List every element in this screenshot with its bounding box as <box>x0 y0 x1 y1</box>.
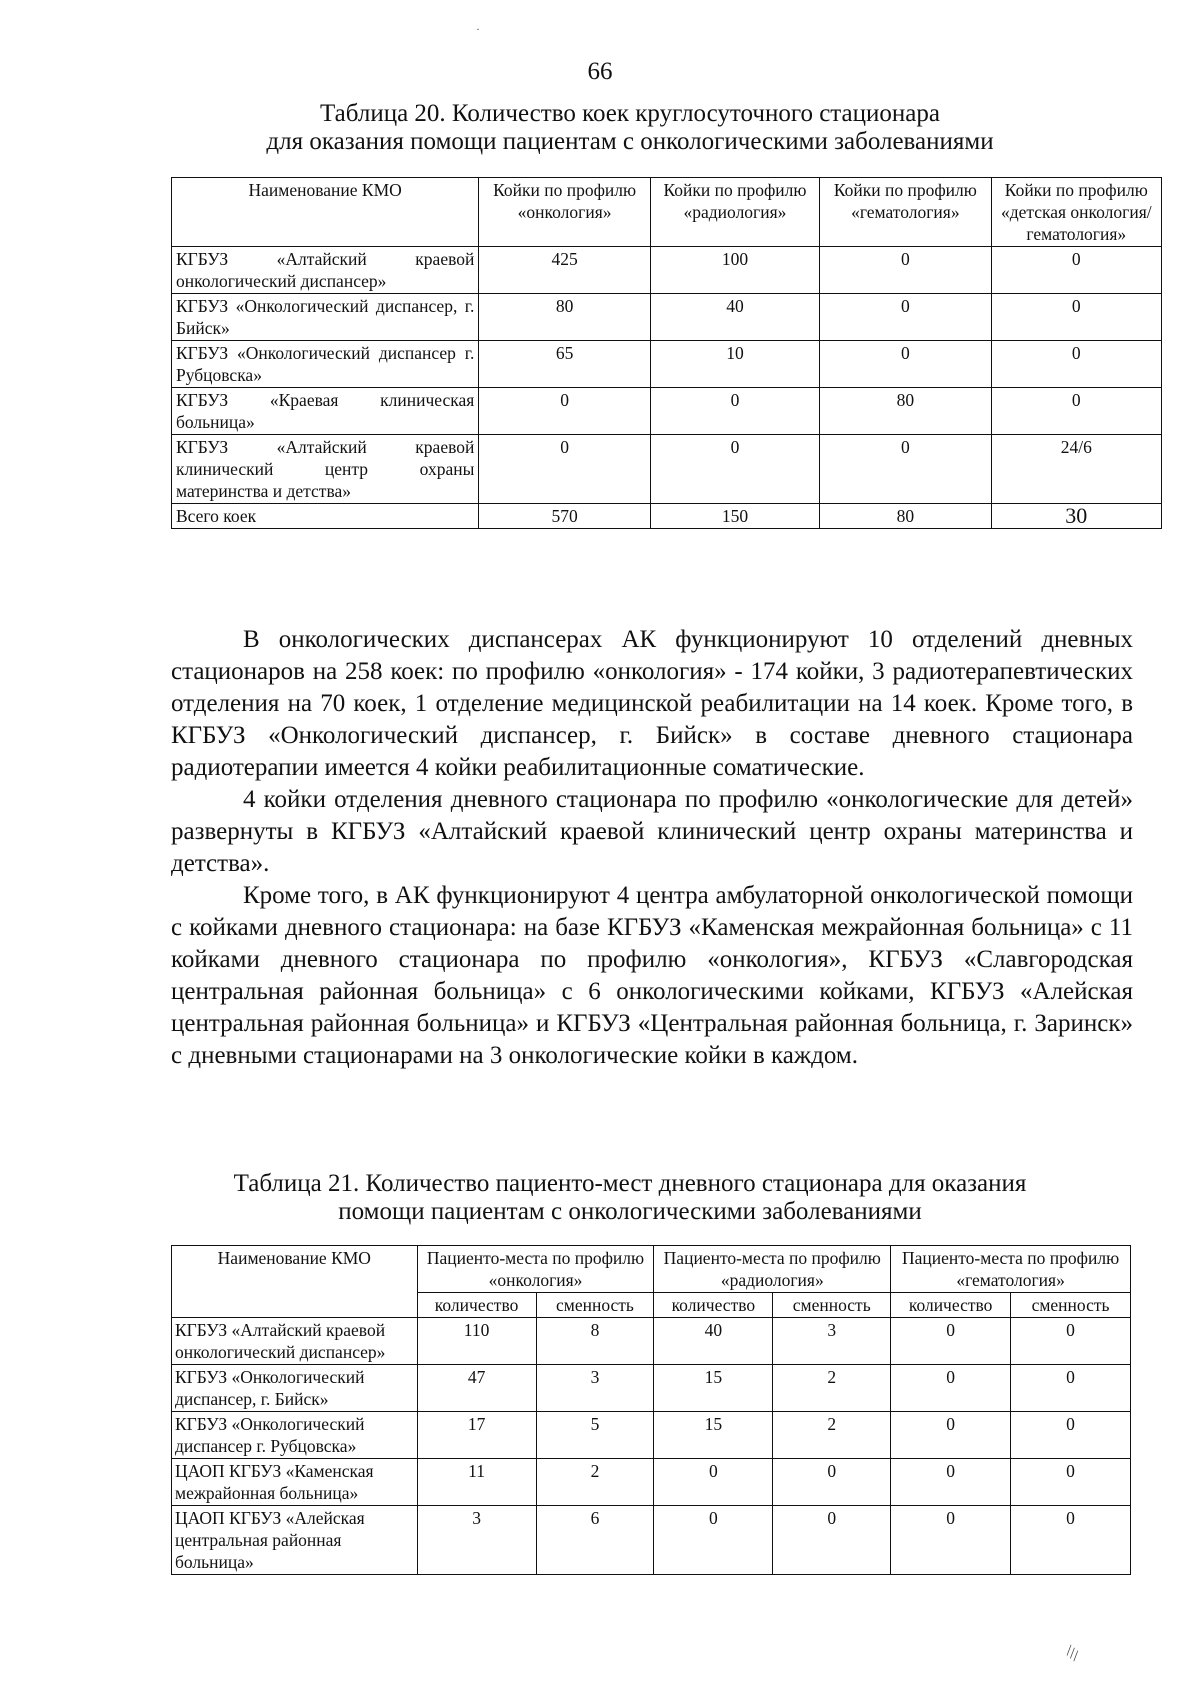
table21-cell: 2 <box>773 1365 891 1412</box>
table20-cell: 0 <box>991 341 1161 388</box>
table-row <box>172 388 1162 435</box>
table21-cell: 0 <box>891 1506 1011 1575</box>
table21-cell-name: ЦАОП КГБУЗ «Каменская межрайонная больница» <box>172 1459 418 1506</box>
table20-cell: 40 <box>650 294 819 341</box>
table21-cell: 47 <box>417 1365 536 1412</box>
table20-cell: 80 <box>479 294 650 341</box>
table20-caption-line1: Таблица 20. Количество коек круглосуточного стационара <box>320 100 940 127</box>
table20-cell: 0 <box>991 388 1161 435</box>
table21-header-radiology: Пациенто-места по профилю «радиология» <box>654 1246 891 1293</box>
table21-cell: 2 <box>773 1412 891 1459</box>
table21-cell-name: КГБУЗ «Алтайский краевой онкологический диспансер» <box>172 1318 418 1365</box>
table21-cell: 0 <box>654 1459 773 1506</box>
table21-cell: 0 <box>891 1318 1011 1365</box>
table21-cell: 6 <box>536 1506 654 1575</box>
table21-subheader: сменность <box>773 1293 891 1318</box>
table-row <box>172 294 1162 341</box>
paragraph: 4 койки отделения дневного стационара по профилю «онкологические для детей» развернуты в КГБУЗ «Алтайский краевой клинический центр охраны материнства и детства». <box>171 786 1133 877</box>
table20-cell: 0 <box>820 435 991 504</box>
table20-cell: 65 <box>479 341 650 388</box>
table21-cell: 0 <box>891 1459 1011 1506</box>
table20-header-name: Наименование КМО <box>172 178 479 247</box>
paragraph: В онкологических диспансерах АК функционируют 10 отделений дневных стационаров на 258 коек: по профилю «онкология» - 174 койки, 3 радиотерапевтических отделения на 70 коек, 1 отделение медицинской реабилитации на 14 коек. Кроме того, в КГБУЗ «Онкологический диспансер, г. Бийск» в составе дневного стационара радиотерапии имеется 4 койки реабилитационные соматические. <box>171 626 1133 781</box>
table20 <box>171 177 1162 529</box>
table21 <box>171 1245 1131 1575</box>
table21-cell: 0 <box>1011 1318 1131 1365</box>
table21-group-header-row <box>172 1246 1131 1293</box>
table21-cell-name: КГБУЗ «Онкологический диспансер, г. Бийск» <box>172 1365 418 1412</box>
table20-header-oncology: Койки по профилю «онкология» <box>479 178 650 247</box>
table20-header-pediatric: Койки по профилю «детская онкология/ гематология» <box>991 178 1161 247</box>
table21-cell: 15 <box>654 1365 773 1412</box>
table21-cell: 8 <box>536 1318 654 1365</box>
table20-cell: 10 <box>650 341 819 388</box>
table20-cell: 80 <box>820 388 991 435</box>
table21-header-oncology: Пациенто-места по профилю «онкология» <box>417 1246 654 1293</box>
table20-total-cell: 80 <box>820 504 991 529</box>
table-row <box>172 435 1162 504</box>
table21-cell: 40 <box>654 1318 773 1365</box>
body-text <box>171 624 1133 1072</box>
table21-caption <box>160 1170 1100 1226</box>
table20-cell: 0 <box>991 294 1161 341</box>
table21-cell: 15 <box>654 1412 773 1459</box>
table21-cell: 0 <box>1011 1412 1131 1459</box>
table20-total-cell: 150 <box>650 504 819 529</box>
table20-cell-name: КГБУЗ «Алтайский краевой клинический центр охраны материнства и детства» <box>172 435 479 504</box>
table20-cell-name: КГБУЗ «Краевая клиническая больница» <box>172 388 479 435</box>
table20-header-row <box>172 178 1162 247</box>
table20-cell: 0 <box>820 247 991 294</box>
table21-header-hematology: Пациенто-места по профилю «гематология» <box>891 1246 1131 1293</box>
table20-cell: 0 <box>479 388 650 435</box>
table21-cell: 5 <box>536 1412 654 1459</box>
table21-cell: 0 <box>891 1365 1011 1412</box>
table21-cell: 0 <box>1011 1459 1131 1506</box>
table-row <box>172 1365 1131 1412</box>
table21-cell: 0 <box>1011 1506 1131 1575</box>
table21-subheader: сменность <box>536 1293 654 1318</box>
table21-subheader: количество <box>891 1293 1011 1318</box>
table-row <box>172 1412 1131 1459</box>
table20-cell-name: КГБУЗ «Алтайский краевой онкологический диспансер» <box>172 247 479 294</box>
table20-total-cell: 570 <box>479 504 650 529</box>
table21-cell: 0 <box>891 1412 1011 1459</box>
table20-cell: 0 <box>820 294 991 341</box>
table21-cell: 3 <box>536 1365 654 1412</box>
table21-cell-name: КГБУЗ «Онкологический диспансер г. Рубцовска» <box>172 1412 418 1459</box>
table20-cell-name: КГБУЗ «Онкологический диспансер г. Рубцовска» <box>172 341 479 388</box>
table20-header-radiology: Койки по профилю «радиология» <box>650 178 819 247</box>
table21-caption-line1: Таблица 21. Количество пациенто-мест дневного стационара для оказания <box>233 1170 1027 1197</box>
table21-cell: 110 <box>417 1318 536 1365</box>
table-row <box>172 341 1162 388</box>
table20-cell: 100 <box>650 247 819 294</box>
table21-cell: 3 <box>773 1318 891 1365</box>
table21-subheader: количество <box>417 1293 536 1318</box>
table21-cell: 11 <box>417 1459 536 1506</box>
table20-cell: 0 <box>650 435 819 504</box>
table21-cell: 2 <box>536 1459 654 1506</box>
table20-cell-name: КГБУЗ «Онкологический диспансер, г. Бийск» <box>172 294 479 341</box>
table-row <box>172 247 1162 294</box>
table21-subheader: сменность <box>1011 1293 1131 1318</box>
table20-cell: 0 <box>991 247 1161 294</box>
table21-cell: 17 <box>417 1412 536 1459</box>
pen-mark: \\\ <box>1061 1642 1083 1665</box>
table20-caption <box>160 100 1100 156</box>
table21-cell-name: ЦАОП КГБУЗ «Алейская центральная районная больница» <box>172 1506 418 1575</box>
table20-cell: 0 <box>479 435 650 504</box>
table21-caption-line2: помощи пациентам с онкологическими заболеваниями <box>338 1198 922 1225</box>
table21-cell: 0 <box>773 1459 891 1506</box>
table20-total-cell: 30 <box>991 504 1161 529</box>
table-row <box>172 1459 1131 1506</box>
table21-cell: 3 <box>417 1506 536 1575</box>
table-row <box>172 1318 1131 1365</box>
scan-speck: · <box>476 22 480 36</box>
table21-cell: 0 <box>773 1506 891 1575</box>
table21-header-name: Наименование КМО <box>172 1246 418 1318</box>
table20-total-row <box>172 504 1162 529</box>
table20-caption-line2: для оказания помощи пациентам с онкологическими заболеваниями <box>266 128 994 155</box>
table20-cell: 0 <box>650 388 819 435</box>
page-number: 66 <box>587 58 613 85</box>
paragraph: Кроме того, в АК функционируют 4 центра амбулаторной онкологической помощи с койками дневного стационара: на базе КГБУЗ «Каменская межрайонная больница» с 11 койками дневного стационара по профилю «онкология», КГБУЗ «Славгородская центральная районная больница» с 6 онкологическими койками, КГБУЗ «Алейская центральная районная больница» и КГБУЗ «Центральная районная больница, г. Заринск» с дневными стационарами на 3 онкологические койки в каждом. <box>171 882 1133 1069</box>
table20-header-hematology: Койки по профилю «гематология» <box>820 178 991 247</box>
table20-cell: 425 <box>479 247 650 294</box>
table-row <box>172 1506 1131 1575</box>
table21-cell: 0 <box>1011 1365 1131 1412</box>
table20-cell: 24/6 <box>991 435 1161 504</box>
table21-cell: 0 <box>654 1506 773 1575</box>
table21-subheader: количество <box>654 1293 773 1318</box>
table20-cell: 0 <box>820 341 991 388</box>
table20-total-label: Всего коек <box>172 504 479 529</box>
